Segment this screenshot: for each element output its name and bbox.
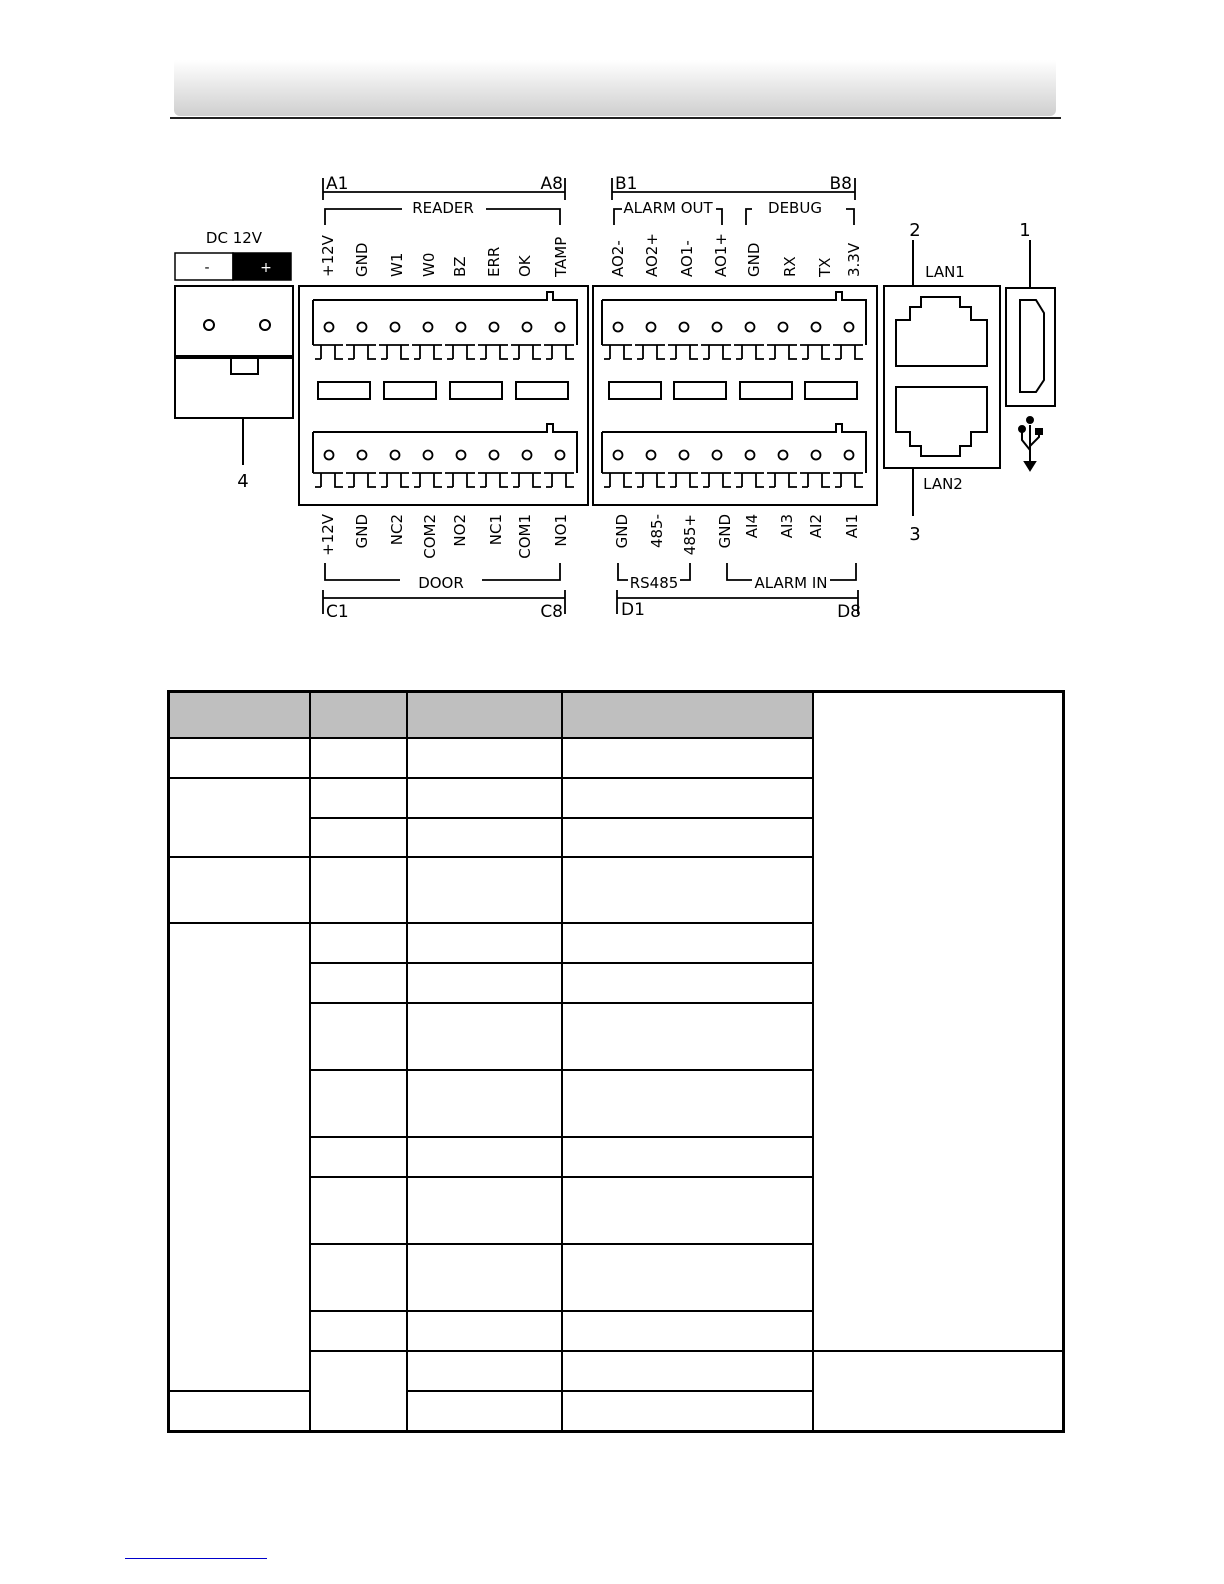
block-d-end-label: D8	[837, 602, 861, 622]
terminal-finger	[313, 473, 343, 487]
terminal-finger	[800, 345, 830, 359]
callout-usb: 1	[1019, 220, 1031, 241]
rs485-alarm-in-pin-label: 485+	[681, 514, 699, 556]
terminal-slot	[318, 382, 370, 399]
reader-group-label: READER	[412, 199, 474, 217]
terminal-finger	[833, 473, 863, 487]
usb-symbol-icon	[1019, 417, 1042, 470]
terminal-finger	[602, 473, 632, 487]
door-pin-label: NO1	[552, 514, 570, 547]
debug-group-label: DEBUG	[768, 199, 822, 217]
terminal-strip-body	[602, 292, 866, 345]
table-header-cell	[562, 692, 813, 739]
power-terminal-upper	[175, 286, 293, 356]
table-row	[169, 738, 1064, 778]
rs485-alarm-in-pin-label: AI4	[743, 514, 761, 539]
reader-pin-label: BZ	[451, 256, 469, 277]
terminal-strip-body	[313, 292, 577, 345]
terminal-screw	[779, 323, 788, 332]
footer-link-underline[interactable]	[125, 1558, 267, 1559]
callout-lan1: 2	[909, 220, 921, 241]
door-pin-label: NO2	[451, 514, 469, 547]
terminal-screw	[746, 451, 755, 460]
terminal-slot	[516, 382, 568, 399]
alarm-out-debug-pin-label: RX	[781, 256, 799, 277]
lan1-port	[896, 297, 987, 366]
terminal-finger	[701, 345, 731, 359]
block-c-end-label: C8	[540, 602, 563, 622]
power-title: DC 12V	[205, 229, 263, 247]
terminal-screw	[812, 323, 821, 332]
callout-power: 4	[237, 471, 249, 492]
terminal-screw	[556, 451, 565, 460]
terminal-finger	[767, 473, 797, 487]
reader-pin-label: +12V	[319, 235, 337, 277]
reader-pin-label: TAMP	[552, 236, 570, 277]
power-terminal-lower	[175, 358, 293, 418]
terminal-screw	[424, 323, 433, 332]
terminal-screw	[845, 323, 854, 332]
lan-ports-frame	[884, 286, 1000, 468]
terminal-screw	[647, 323, 656, 332]
block-b-end-label: B8	[829, 174, 852, 194]
terminal-screw	[490, 323, 499, 332]
rs485-alarm-in-pin-label: AI1	[843, 514, 861, 539]
table-header-cell	[310, 692, 407, 739]
terminal-slot	[384, 382, 436, 399]
door-pin-label: NC1	[487, 514, 505, 546]
block-d-start-label: D1	[621, 600, 645, 620]
terminal-finger	[379, 345, 409, 359]
terminal-screw	[457, 323, 466, 332]
power-minus-label: -	[204, 260, 210, 276]
terminal-slot	[805, 382, 857, 399]
terminal-slot	[450, 382, 502, 399]
terminal-screw	[523, 323, 532, 332]
table-row	[169, 857, 1064, 923]
terminal-screw	[391, 451, 400, 460]
door-pin-label: COM2	[421, 514, 439, 559]
pin-description-table	[167, 690, 1065, 1433]
reader-pin-label: OK	[516, 255, 534, 277]
power-screw-minus	[204, 320, 214, 330]
terminal-finger	[800, 473, 830, 487]
terminal-screw	[457, 451, 466, 460]
table-header-cell	[407, 692, 562, 739]
terminal-finger	[445, 345, 475, 359]
alarm-out-debug-pin-label: TX	[816, 257, 834, 277]
terminal-screw	[490, 451, 499, 460]
alarm-out-debug-pin-label: AO2+	[643, 233, 661, 277]
terminal-screw	[391, 323, 400, 332]
terminal-finger	[668, 345, 698, 359]
terminal-finger	[544, 473, 574, 487]
terminal-finger	[635, 345, 665, 359]
terminal-strip-body	[313, 424, 577, 473]
terminal-screw	[746, 323, 755, 332]
alarm-out-debug-pin-label: AO1+	[712, 233, 730, 277]
terminal-screw	[358, 451, 367, 460]
terminal-screw	[358, 323, 367, 332]
table-row	[169, 923, 1064, 963]
reader-pin-label: W1	[388, 252, 406, 277]
terminal-finger	[478, 345, 508, 359]
terminal-slot	[674, 382, 726, 399]
terminal-screw	[325, 323, 334, 332]
terminal-finger	[544, 345, 574, 359]
rs485-group-label: RS485	[629, 574, 679, 592]
block-a-end-label: A8	[540, 174, 563, 194]
door-pin-label: NC2	[388, 514, 406, 546]
door-group-label: DOOR	[418, 574, 464, 592]
terminal-finger	[313, 345, 343, 359]
terminal-slot	[740, 382, 792, 399]
terminal-finger	[833, 345, 863, 359]
rs485-alarm-in-pin-label: 485-	[648, 514, 666, 549]
terminal-finger	[379, 473, 409, 487]
callout-lan2: 3	[909, 524, 921, 545]
reader-pin-label: ERR	[485, 246, 503, 277]
table-header-row	[169, 692, 1064, 739]
terminal-screw	[614, 451, 623, 460]
alarm-out-debug-pin-label: 3.3V	[845, 242, 863, 277]
table-header-cell	[169, 692, 310, 739]
terminal-screw	[713, 323, 722, 332]
alarm-out-debug-pin-label: AO1-	[678, 240, 696, 277]
block-c-start-label: C1	[326, 602, 349, 622]
terminal-finger	[445, 473, 475, 487]
terminal-screw	[424, 451, 433, 460]
wiring-terminal-diagram	[0, 0, 1224, 680]
usb-port-frame	[1006, 288, 1055, 406]
lan1-label: LAN1	[925, 263, 965, 281]
rs485-alarm-in-pin-label: GND	[613, 514, 631, 549]
alarm-in-group-label: ALARM IN	[754, 574, 828, 592]
terminal-finger	[734, 473, 764, 487]
terminal-screw	[812, 451, 821, 460]
terminal-screw	[779, 451, 788, 460]
terminal-screw	[325, 451, 334, 460]
block-b-start-label: B1	[615, 174, 638, 194]
table-row	[169, 778, 1064, 818]
lan2-port	[896, 387, 987, 456]
terminal-screw	[647, 451, 656, 460]
terminal-screw	[680, 323, 689, 332]
terminal-finger	[701, 473, 731, 487]
rs485-alarm-in-pin-label: AI2	[807, 514, 825, 539]
lan2-label: LAN2	[923, 475, 963, 493]
terminal-screw	[845, 451, 854, 460]
terminal-screw	[523, 451, 532, 460]
terminal-finger	[346, 473, 376, 487]
terminal-finger	[635, 473, 665, 487]
alarm-out-group-label: ALARM OUT	[623, 199, 713, 217]
terminal-finger	[511, 473, 541, 487]
power-screw-plus	[260, 320, 270, 330]
terminal-finger	[412, 345, 442, 359]
block-a-start-label: A1	[326, 174, 349, 194]
reader-pin-label: W0	[420, 252, 438, 277]
terminal-strip-body	[602, 424, 866, 473]
terminal-screw	[680, 451, 689, 460]
terminal-slot	[609, 382, 661, 399]
usb-port	[1020, 300, 1044, 392]
terminal-finger	[734, 345, 764, 359]
terminal-finger	[668, 473, 698, 487]
terminal-finger	[412, 473, 442, 487]
terminal-screw	[556, 323, 565, 332]
alarm-out-debug-pin-label: GND	[745, 242, 763, 277]
terminal-finger	[767, 345, 797, 359]
rs485-alarm-in-pin-label: GND	[716, 514, 734, 549]
door-pin-label: COM1	[516, 514, 534, 559]
door-pin-label: GND	[353, 514, 371, 549]
terminal-finger	[511, 345, 541, 359]
terminal-screw	[713, 451, 722, 460]
alarm-out-debug-pin-label: AO2-	[609, 240, 627, 277]
power-plus-label: +	[260, 260, 272, 276]
terminal-finger	[478, 473, 508, 487]
rs485-alarm-in-pin-label: AI3	[778, 514, 796, 539]
terminal-finger	[346, 345, 376, 359]
reader-pin-label: GND	[353, 242, 371, 277]
terminal-screw	[614, 323, 623, 332]
terminal-finger	[602, 345, 632, 359]
door-pin-label: +12V	[319, 514, 337, 556]
